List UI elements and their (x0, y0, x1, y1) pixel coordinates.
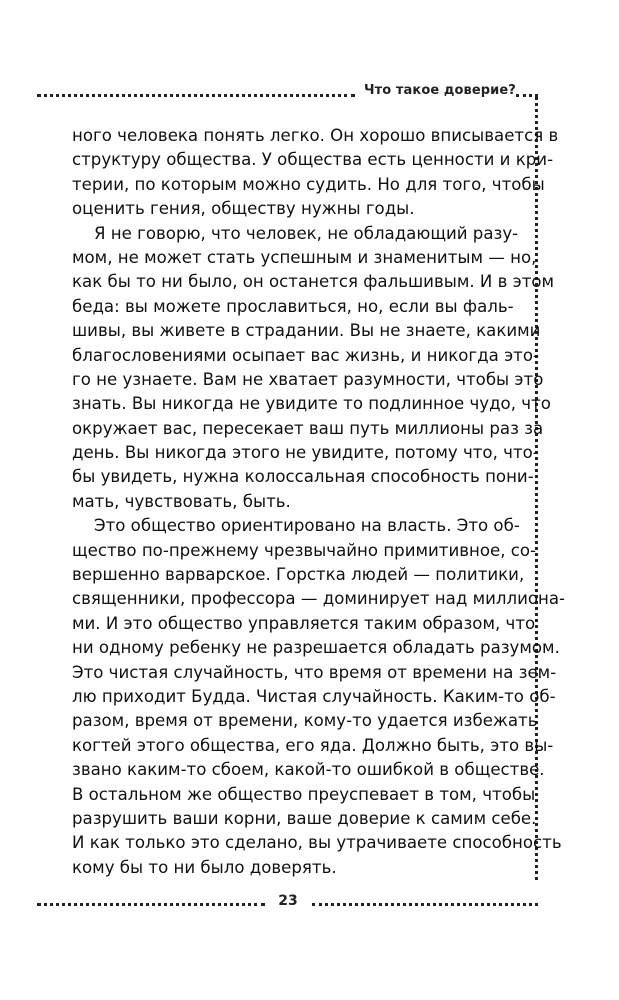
text-line: оценить гения, обществу нужны годы. (72, 199, 415, 219)
text-line: шивы, вы живете в страдании. Вы не знаете, какими (72, 321, 541, 341)
text-line: благословениями осыпает вас жизнь, и никогда это- (72, 345, 539, 365)
text-line: го не узнаете. Вам не хватает разумности, чтобы это (72, 369, 544, 389)
text-line: вершенно варварское. Горстка людей — политики, (72, 565, 525, 585)
text-line: мать, чувствовать, быть. (72, 491, 291, 511)
text-line: когтей этого общества, его яда. Должно быть, это вы- (72, 735, 554, 755)
paragraph-first-line: Я не говорю, что человек, не обладающий разу- (94, 223, 519, 243)
text-line: И как только это сделано, вы утрачиваете способность (72, 833, 562, 853)
text-line: ного человека понять легко. Он хорошо вписывается в (72, 126, 559, 145)
text-line: бы увидеть, нужна колоссальная способность пони- (72, 467, 534, 487)
text-line: структуру общества. У общества есть ценности и кри- (72, 150, 554, 170)
text-line: звано каким-то сбоем, какой-то ошибкой в обществе. (72, 760, 545, 780)
text-line: разом, время от времени, кому-то удается избежать (72, 711, 538, 731)
paragraph-first-line: Это общество ориентировано на власть. Это об- (94, 516, 520, 536)
running-head: Что такое доверие? (364, 83, 516, 98)
text-line: беда: вы можете прославиться, но, если вы фаль- (72, 296, 514, 316)
text-line: лю приходит Будда. Чистая случайность. Каким-то об- (72, 686, 556, 706)
body-text (72, 124, 566, 880)
text-line: щество по-прежнему чрезвычайно примитивное, со- (72, 540, 537, 560)
text-line: знать. Вы никогда не увидите то подлинное чудо, что (72, 394, 551, 414)
text-line: разрушить ваши корни, ваше доверие к самим себе. (72, 808, 537, 828)
page-number: 23 (278, 893, 298, 909)
footer-dotted-rule-left (37, 903, 265, 906)
text-line: кому бы то ни было доверять. (72, 857, 337, 877)
text-line: Это чистая случайность, что время от времени на зем- (72, 662, 557, 682)
text-line: окружает вас, пересекает ваш путь миллионы раз за (72, 418, 544, 438)
text-line: ни одному ребенку не разрешается обладать разумом. (72, 638, 560, 658)
footer-dotted-rule-right (312, 903, 538, 906)
text-line: день. Вы никогда этого не увидите, потому что, что- (72, 443, 539, 463)
text-line: терии, по которым можно судить. Но для того, чтобы (72, 174, 545, 194)
text-line: как бы то ни было, он останется фальшивым. И в этом (72, 272, 555, 292)
text-line: священники, профессора — доминирует над миллиона- (72, 589, 566, 609)
header-dotted-rule-left (37, 94, 355, 97)
text-line: В остальном же общество преуспевает в том, чтобы (72, 784, 536, 804)
text-line: мом, не может стать успешным и знаменитым — но, (72, 247, 537, 267)
text-line: ми. И это общество управляется таким образом, что (72, 613, 536, 633)
